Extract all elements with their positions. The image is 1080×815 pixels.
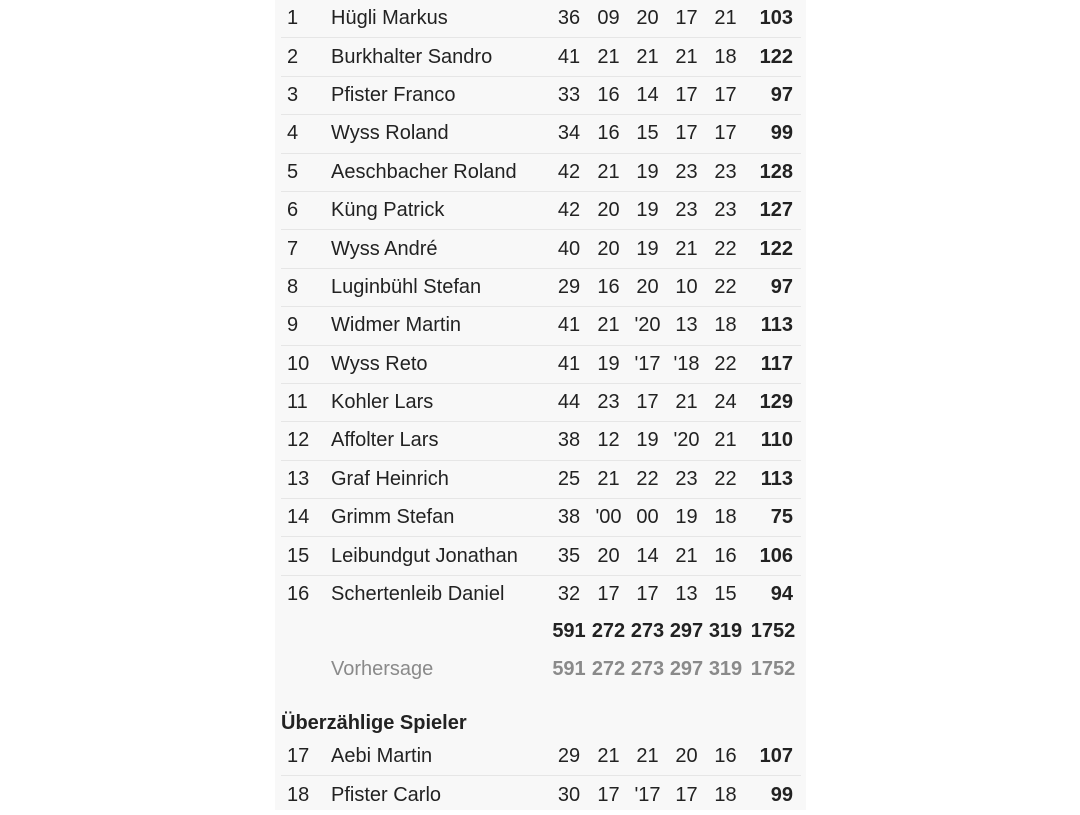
total-score: 94 xyxy=(770,583,793,606)
player-name: Graf Heinrich xyxy=(327,460,549,498)
player-name: Aeschbacher Roland xyxy=(327,153,549,191)
rank-cell: 5 xyxy=(281,153,327,191)
rank-cell: 18 xyxy=(287,783,310,806)
player-name: Grimm Stefan xyxy=(327,499,549,537)
score-5: 17 xyxy=(706,115,745,153)
score-1: 41 xyxy=(549,307,589,345)
score-5: 23 xyxy=(706,191,745,229)
rank-cell: 9 xyxy=(281,307,327,345)
score-4: 19 xyxy=(667,499,706,537)
rank-cell: 4 xyxy=(281,115,327,153)
score-2: 19 xyxy=(589,345,628,383)
extra-players-table xyxy=(281,737,801,814)
score-4: 20 xyxy=(667,737,706,776)
score-3: 20 xyxy=(628,268,667,306)
score-2: 21 xyxy=(589,307,628,345)
score-4: 17 xyxy=(667,0,706,38)
score-1: 34 xyxy=(549,115,589,153)
score-4: 10 xyxy=(667,268,706,306)
forecast-s1: 591 xyxy=(552,658,586,680)
total-score: 122 xyxy=(745,38,801,76)
score-1: 25 xyxy=(549,460,589,498)
score-1: 44 xyxy=(549,383,589,421)
player-name: Luginbühl Stefan xyxy=(327,268,549,306)
player-name: Wyss Roland xyxy=(327,115,549,153)
score-3: 19 xyxy=(628,230,667,268)
score-3: 17 xyxy=(628,383,667,421)
score-2: 20 xyxy=(589,537,628,575)
score-4: 21 xyxy=(667,38,706,76)
score-5: 18 xyxy=(706,307,745,345)
total-score: 113 xyxy=(745,460,801,498)
total-s3: 273 xyxy=(630,620,665,642)
extra-section-title: Überzählige Spieler xyxy=(281,712,467,734)
score-5: 24 xyxy=(706,383,745,421)
score-4: 17 xyxy=(667,76,706,114)
score-3: 17 xyxy=(636,583,659,606)
score-4: 21 xyxy=(667,383,706,421)
totals-row xyxy=(281,612,801,650)
table-row xyxy=(281,460,801,498)
total-score: 103 xyxy=(745,0,801,38)
rank-cell: 8 xyxy=(281,268,327,306)
forecast-s3: 273 xyxy=(630,658,665,680)
score-2: 09 xyxy=(589,0,628,38)
score-2: 21 xyxy=(589,737,628,776)
score-1: 38 xyxy=(549,422,589,460)
score-3: '17 xyxy=(634,783,661,806)
score-3: '20 xyxy=(628,307,667,345)
score-4: 23 xyxy=(667,460,706,498)
total-score: 107 xyxy=(745,737,801,776)
score-4: 21 xyxy=(667,537,706,575)
score-5: 22 xyxy=(706,460,745,498)
table-row xyxy=(281,776,801,815)
score-5: 22 xyxy=(706,345,745,383)
table-row xyxy=(281,737,801,776)
score-1: 41 xyxy=(549,345,589,383)
total-s5: 319 xyxy=(708,620,743,642)
score-5: 18 xyxy=(714,783,737,806)
score-5: 18 xyxy=(706,38,745,76)
total-score: 97 xyxy=(745,76,801,114)
score-3: 15 xyxy=(628,115,667,153)
table-row xyxy=(281,268,801,306)
player-name: Pfister Carlo xyxy=(331,783,442,806)
rank-cell: 16 xyxy=(287,583,310,606)
table-row xyxy=(281,153,801,191)
rank-cell: 15 xyxy=(281,537,327,575)
score-2: 17 xyxy=(597,783,620,806)
total-score: 128 xyxy=(745,153,801,191)
forecast-s2: 272 xyxy=(591,658,626,680)
score-3: 14 xyxy=(628,76,667,114)
rank-cell: 6 xyxy=(281,191,327,229)
score-2: 17 xyxy=(597,583,620,606)
table-row xyxy=(281,383,801,421)
total-s1: 591 xyxy=(552,620,586,642)
forecast-sum: 1752 xyxy=(750,658,796,680)
rank-cell: 11 xyxy=(281,383,327,421)
score-2: 16 xyxy=(589,76,628,114)
rank-cell: 2 xyxy=(281,38,327,76)
score-3: 19 xyxy=(628,191,667,229)
total-score: 97 xyxy=(745,268,801,306)
table-row xyxy=(281,230,801,268)
total-score: 99 xyxy=(745,115,801,153)
score-3: 21 xyxy=(628,737,667,776)
table-row xyxy=(281,0,801,38)
score-1: 42 xyxy=(549,191,589,229)
score-2: 16 xyxy=(589,115,628,153)
score-1: 30 xyxy=(557,783,581,806)
total-score: 122 xyxy=(745,230,801,268)
score-1: 29 xyxy=(549,737,589,776)
score-1: 35 xyxy=(549,537,589,575)
rank-cell: 14 xyxy=(281,499,327,537)
player-name: Schertenleib Daniel xyxy=(331,583,505,606)
score-1: 33 xyxy=(549,76,589,114)
table-row xyxy=(281,499,801,537)
table-row xyxy=(281,345,801,383)
totals-block xyxy=(281,612,801,688)
score-4: 13 xyxy=(667,307,706,345)
score-5: 16 xyxy=(706,737,745,776)
forecast-s4: 297 xyxy=(669,658,704,680)
player-name: Widmer Martin xyxy=(327,307,549,345)
score-2: 20 xyxy=(589,191,628,229)
total-score: 129 xyxy=(745,383,801,421)
rank-cell: 17 xyxy=(281,737,327,776)
score-5: 15 xyxy=(714,583,737,606)
score-3: 00 xyxy=(628,499,667,537)
score-3: 19 xyxy=(628,153,667,191)
score-2: 21 xyxy=(589,460,628,498)
total-sum: 1752 xyxy=(750,620,796,642)
total-score: 110 xyxy=(745,422,801,460)
rank-cell: 10 xyxy=(281,345,327,383)
score-5: 21 xyxy=(706,0,745,38)
total-score: 99 xyxy=(770,783,793,806)
score-4: '18 xyxy=(667,345,706,383)
score-5: 22 xyxy=(706,230,745,268)
score-2: 23 xyxy=(589,383,628,421)
table-row xyxy=(281,38,801,76)
score-5: 21 xyxy=(706,422,745,460)
score-1: 40 xyxy=(549,230,589,268)
table-row xyxy=(281,191,801,229)
rank-cell: 3 xyxy=(281,76,327,114)
player-name: Küng Patrick xyxy=(327,191,549,229)
score-page xyxy=(275,0,806,810)
score-2: 21 xyxy=(589,153,628,191)
total-score: 106 xyxy=(745,537,801,575)
table-row xyxy=(281,307,801,345)
score-3: 14 xyxy=(628,537,667,575)
player-name: Affolter Lars xyxy=(327,422,549,460)
score-2: 12 xyxy=(589,422,628,460)
score-5: 18 xyxy=(706,499,745,537)
player-name: Leibundgut Jonathan xyxy=(327,537,549,575)
player-name: Wyss Reto xyxy=(327,345,549,383)
player-name: Kohler Lars xyxy=(327,383,549,421)
score-4: 23 xyxy=(667,153,706,191)
score-5: 22 xyxy=(706,268,745,306)
score-2: 21 xyxy=(589,38,628,76)
forecast-label: Vorhersage xyxy=(331,658,434,680)
extra-players-body xyxy=(281,737,801,814)
players-table xyxy=(281,0,801,613)
score-1: 29 xyxy=(549,268,589,306)
score-2: 20 xyxy=(589,230,628,268)
score-4: '20 xyxy=(667,422,706,460)
total-score: 75 xyxy=(745,499,801,537)
total-score: 117 xyxy=(745,345,801,383)
score-4: 21 xyxy=(667,230,706,268)
rank-cell: 13 xyxy=(281,460,327,498)
player-name: Wyss André xyxy=(327,230,549,268)
total-score: 113 xyxy=(745,307,801,345)
table-row xyxy=(281,537,801,575)
score-4: 17 xyxy=(675,783,698,806)
rank-cell: 7 xyxy=(281,230,327,268)
score-1: 32 xyxy=(557,583,581,606)
player-name: Hügli Markus xyxy=(327,0,549,38)
rank-cell: 1 xyxy=(281,0,327,38)
score-1: 36 xyxy=(549,0,589,38)
score-1: 42 xyxy=(549,153,589,191)
score-5: 16 xyxy=(706,537,745,575)
score-3: 20 xyxy=(628,0,667,38)
score-4: 17 xyxy=(667,115,706,153)
score-2: '00 xyxy=(589,499,628,537)
total-s4: 297 xyxy=(669,620,704,642)
forecast-s5: 319 xyxy=(708,658,743,680)
score-5: 17 xyxy=(706,76,745,114)
table-row xyxy=(281,76,801,114)
rank-cell: 12 xyxy=(281,422,327,460)
score-1: 38 xyxy=(549,499,589,537)
table-row xyxy=(281,575,801,613)
score-4: 23 xyxy=(667,191,706,229)
score-5: 23 xyxy=(706,153,745,191)
score-3: 19 xyxy=(628,422,667,460)
score-3: 22 xyxy=(628,460,667,498)
table-row xyxy=(281,115,801,153)
score-2: 16 xyxy=(589,268,628,306)
score-3: 21 xyxy=(628,38,667,76)
score-1: 41 xyxy=(549,38,589,76)
players-body xyxy=(281,0,801,613)
forecast-row xyxy=(281,650,801,688)
total-s2: 272 xyxy=(591,620,626,642)
score-3: '17 xyxy=(628,345,667,383)
score-4: 13 xyxy=(675,583,698,606)
player-name: Aebi Martin xyxy=(327,737,549,776)
total-score: 127 xyxy=(745,191,801,229)
player-name: Burkhalter Sandro xyxy=(327,38,549,76)
table-row xyxy=(281,422,801,460)
player-name: Pfister Franco xyxy=(327,76,549,114)
